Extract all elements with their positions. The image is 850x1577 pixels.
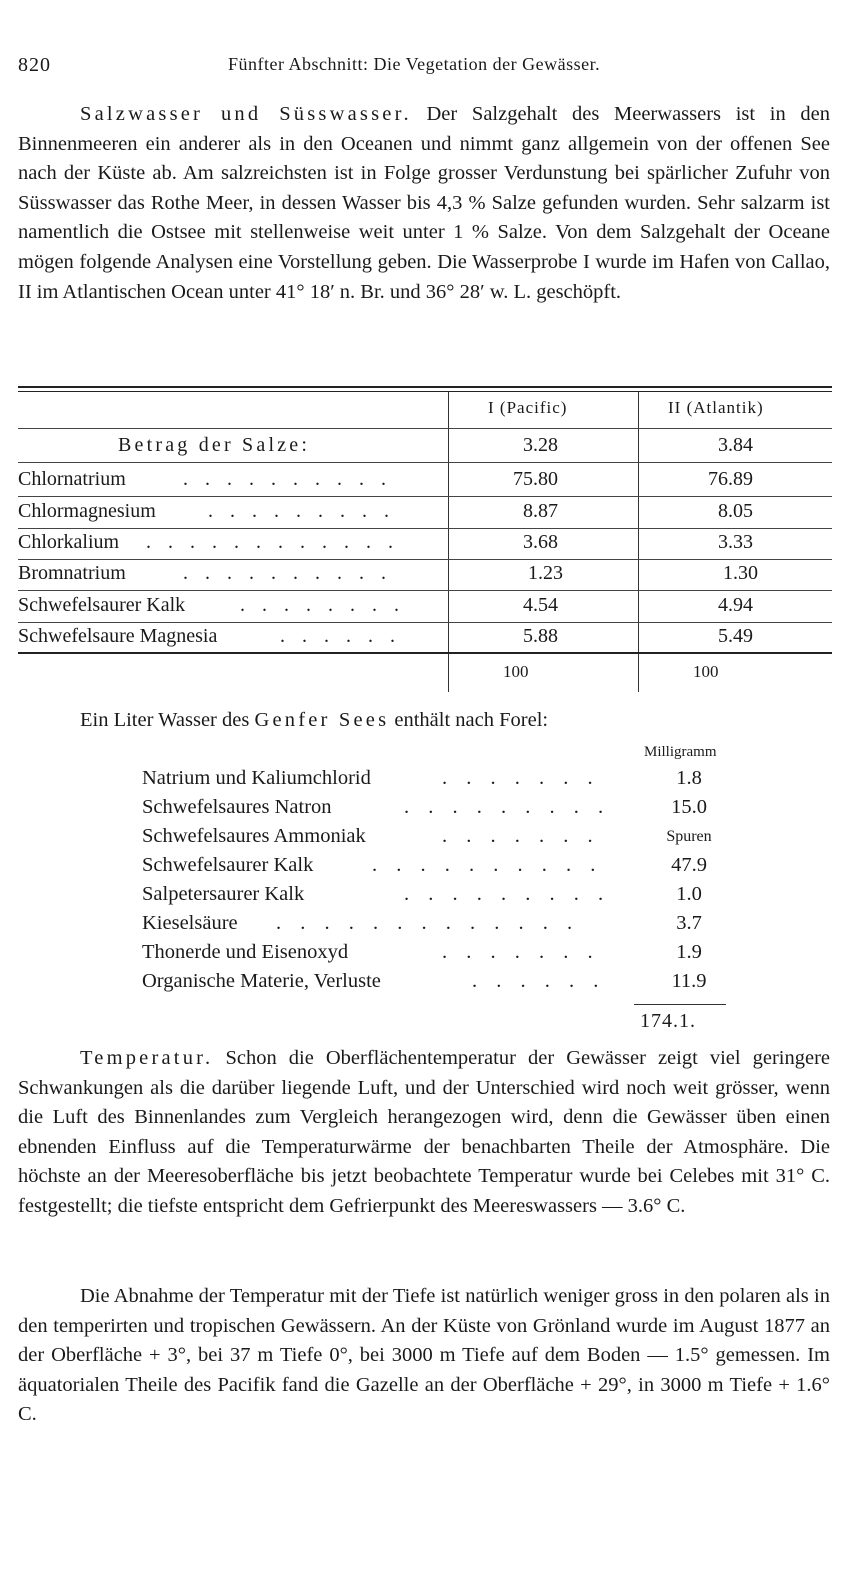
page-number: 820 <box>18 54 51 76</box>
temperature-text-2: Die Abnahme der Temperatur mit der Tiefe ist natürlich weniger gross in den polaren als in den temperirten und tropischen Gewässern. An der Küste von Grönland wurde im August 1877 an der Oberfläche + 3°, bei 37 m Tiefe 0°, bei 3000 m Tiefe auf dem Boden — 1.5° gemessen. Im äquatorialen Theile des Pacifik fand die Gazelle an der Oberfläche + 29°, in 3000 m Tiefe + 1.6° C. <box>18 1285 830 1426</box>
row-dots: . . . . . . . . . <box>208 500 395 522</box>
item-name: Salpetersaurer Kalk <box>142 883 305 905</box>
table-top-rule <box>18 386 832 388</box>
total-2: 100 <box>693 662 719 681</box>
column-divider <box>448 392 449 692</box>
betrag-value-1: 3.28 <box>523 434 558 456</box>
item-dots: . . . . . . . <box>442 941 600 963</box>
row-rule <box>18 590 832 591</box>
row-value-2: 5.49 <box>718 625 753 647</box>
item-dots: . . . . . . . . . <box>404 796 611 818</box>
temperature-paragraph <box>18 1044 830 1222</box>
column-divider <box>638 392 639 692</box>
row-name: Schwefelsaurer Kalk <box>18 594 186 616</box>
geneva-intro-text: Ein Liter Wasser des <box>80 709 250 731</box>
sum-rule <box>634 1004 726 1005</box>
item-dots: . . . . . . <box>472 970 606 992</box>
row-value-1: 4.54 <box>523 594 558 616</box>
unit-header: Milligramm <box>644 744 717 760</box>
item-value: 1.8 <box>676 767 702 789</box>
geneva-intro-source: enthält nach Forel: <box>394 709 549 731</box>
item-name: Thonerde und Eisenoxyd <box>142 941 349 963</box>
item-dots: . . . . . . . <box>442 767 600 789</box>
item-name: Schwefelsaures Natron <box>142 796 332 818</box>
row-value-2: 4.94 <box>718 594 753 616</box>
geneva-lake-name: Genfer Sees <box>254 709 390 731</box>
row-rule <box>18 496 832 497</box>
list-item <box>142 883 742 912</box>
section-heading-salzwasser: Salzwasser und Süsswasser. <box>80 103 412 125</box>
col-header-atlantik: II (Atlantik) <box>668 398 764 417</box>
row-value-1: 1.23 <box>528 562 563 584</box>
item-name: Kieselsäure <box>142 912 238 934</box>
row-value-1: 8.87 <box>523 500 558 522</box>
row-value-1: 5.88 <box>523 625 558 647</box>
list-item <box>142 941 742 970</box>
row-value-1: 3.68 <box>523 531 558 553</box>
item-dots: . . . . . . . . . . <box>372 854 603 876</box>
row-name: Chlorkalium <box>18 531 120 553</box>
temperature-text: Schon die Oberflächentemperatur der Gewässer zeigt viel geringere Schwankungen als die darüber liegende Luft, und der Unterschied wird noch weit grösser, wenn die Luft des Binnenlandes zum Vergleich herangezogen wird, denn die Gewässer üben einen ebnenden Einfluss auf die Temperaturwärme der benachbarten Theile der Atmosphäre. Die höchste an der Meeresoberfläche bis jetzt beobachtete Temperatur wurde bei Celebes mit 31° C. festgestellt; die tiefste entspricht dem Gefrierpunkt des Meereswassers — 3.6° C. <box>18 1047 831 1217</box>
row-value-2: 3.33 <box>718 531 753 553</box>
table-top-rule-thin <box>18 391 832 392</box>
list-item <box>142 825 742 854</box>
row-dots: . . . . . . . . . . <box>183 562 392 584</box>
col-header-pacific: I (Pacific) <box>488 398 568 417</box>
temperature-paragraph-2 <box>18 1282 830 1430</box>
list-item <box>142 970 742 999</box>
row-value-2: 8.05 <box>718 500 753 522</box>
betrag-label: Betrag der Salze: <box>118 434 311 456</box>
item-value: 1.9 <box>676 941 702 963</box>
item-value: 47.9 <box>671 854 707 876</box>
total-1: 100 <box>503 662 529 681</box>
item-name: Natrium und Kaliumchlorid <box>142 767 371 789</box>
list-item <box>142 912 742 941</box>
item-dots: . . . . . . . <box>442 825 600 847</box>
row-dots: . . . . . . . . <box>240 594 405 616</box>
item-value: Spuren <box>666 828 712 845</box>
row-name: Chlornatrium <box>18 468 126 490</box>
list-item <box>142 796 742 825</box>
row-name: Bromnatrium <box>18 562 126 584</box>
row-dots: . . . . . . . . . . . . <box>146 531 399 553</box>
item-dots: . . . . . . . . . <box>404 883 611 905</box>
row-name: Schwefelsaure Magnesia <box>18 625 218 647</box>
list-item <box>142 854 742 883</box>
page-header <box>18 54 830 80</box>
row-value-1: 75.80 <box>513 468 558 490</box>
item-name: Schwefelsaures Ammoniak <box>142 825 366 847</box>
item-value: 3.7 <box>676 912 702 934</box>
row-rule <box>18 528 832 529</box>
row-rule <box>18 622 832 623</box>
running-head: Fünfter Abschnitt: Die Vegetation der Gewässer. <box>228 54 601 74</box>
row-dots: . . . . . . <box>280 625 401 647</box>
row-value-2: 1.30 <box>723 562 758 584</box>
item-dots: . . . . . . . . . . . . . <box>276 912 580 934</box>
betrag-value-2: 3.84 <box>718 434 753 456</box>
item-value: 1.0 <box>676 883 702 905</box>
item-name: Schwefelsaurer Kalk <box>142 854 314 876</box>
intro-paragraph <box>18 100 830 307</box>
header-rule <box>18 428 832 429</box>
table-bottom-rule <box>18 652 832 654</box>
salt-analysis-table <box>18 386 832 694</box>
row-name: Chlormagnesium <box>18 500 156 522</box>
betrag-rule <box>18 462 832 463</box>
section-heading-temperatur: Temperatur. <box>80 1047 214 1069</box>
sum-value: 174.1. <box>640 1010 696 1032</box>
row-dots: . . . . . . . . . . <box>183 468 392 490</box>
intro-text: Der Salzgehalt des Meerwassers ist in den Binnenmeeren ein anderer als in den Oceanen und nimmt ganz allgemein von der offenen See nach der Küste ab. Am salzreichsten ist in Folge grosser Verdunstung bei spärlicher Zufuhr von Süsswasser das Rothe Meer, in dessen Wasser bis 4,3 % Salze gefunden wurden. Sehr salzarm ist namentlich die Ostsee mit stellenweise weit unter 1 % Salze. Von dem Salzgehalt der Oceane mögen folgende Analysen eine Vorstellung geben. Die Wasserprobe I wurde im Hafen von Callao, II im Atlantischen Ocean unter 41° 18′ n. Br. und 36° 28′ w. L. geschöpft. <box>18 103 831 303</box>
item-value: 15.0 <box>671 796 707 818</box>
item-value: 11.9 <box>671 970 707 992</box>
geneva-intro <box>80 706 780 736</box>
row-rule <box>18 559 832 560</box>
item-name: Organische Materie, Verluste <box>142 970 381 992</box>
row-value-2: 76.89 <box>708 468 753 490</box>
list-item <box>142 767 742 796</box>
